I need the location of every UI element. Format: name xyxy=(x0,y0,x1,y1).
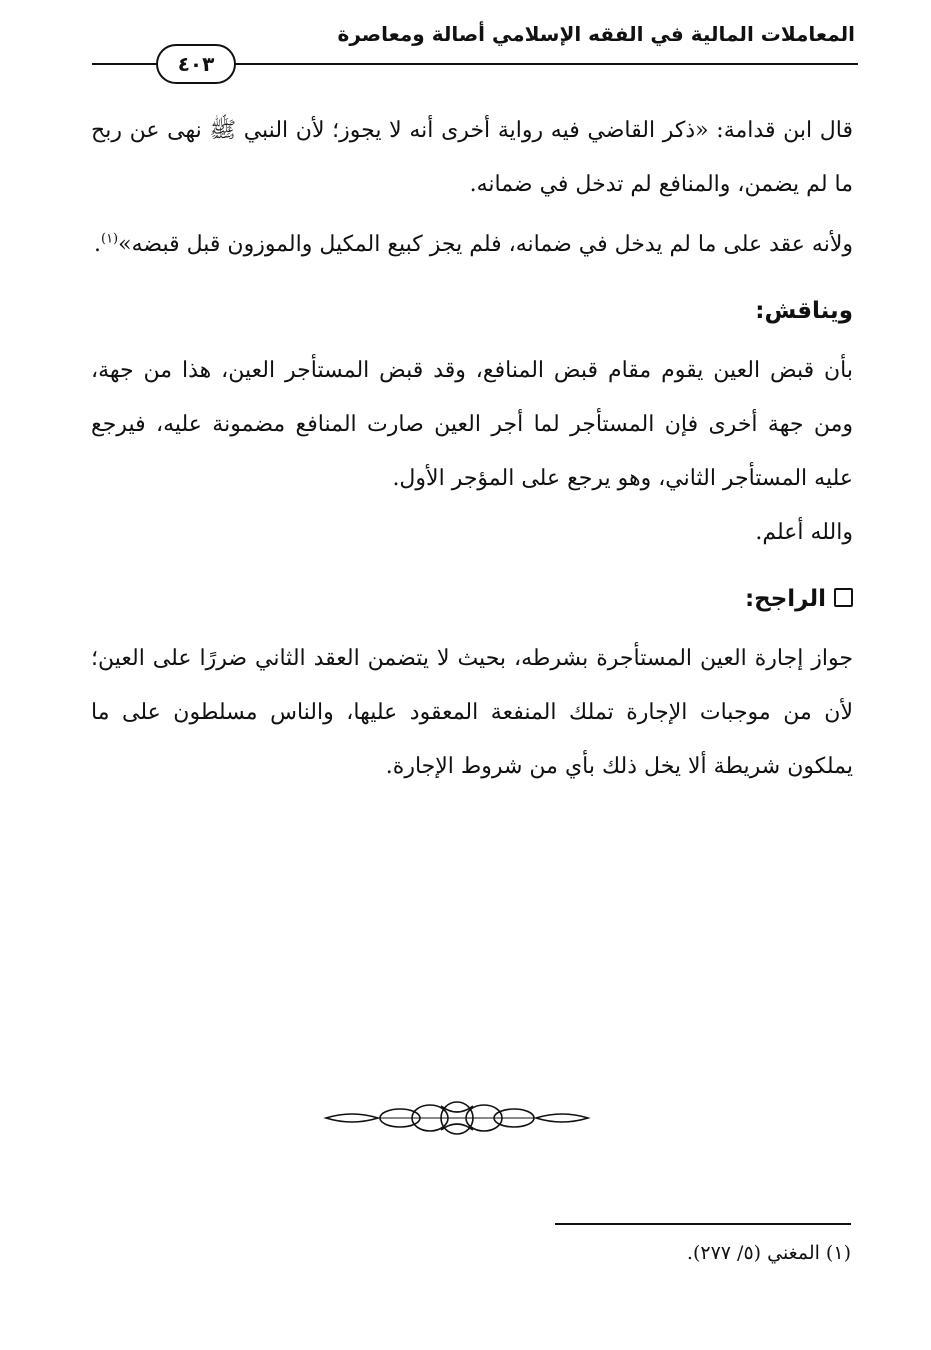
paragraph-quote-1: قال ابن قدامة: «ذكر القاضي فيه رواية أخرى أنه لا يجوز؛ لأن النبي ﷺ نهى عن ربح ما لم يضمن، والمنافع لم تدخل في ضمانه. xyxy=(91,118,853,197)
checkbox-square-icon xyxy=(834,588,853,607)
quote-2-end: . xyxy=(93,232,101,257)
footnote-rule xyxy=(555,1223,851,1225)
preferred-heading xyxy=(91,572,853,626)
paragraph-quote-2 xyxy=(91,218,853,272)
paragraph-preferred: جواز إجارة العين المستأجرة بشرطه، بحيث لا يتضمن العقد الثاني ضررًا على العين؛ لأن من موجبات الإجارة تملك المنفعة المعقود عليها، والناس مسلطون على ما يملكون شريطة ألا يخل ذلك بأي من شروط الإجارة. xyxy=(91,646,853,779)
paragraph-discussion: بأن قبض العين يقوم مقام قبض المنافع، وقد قبض المستأجر العين، هذا من جهة، ومن جهة أخرى فإن المستأجر لما أجر العين صارت المنافع مضمونة عليه، فيرجع عليه المستأجر الثاني، وهو يرجع على المؤجر الأول. xyxy=(91,358,853,491)
paragraph-closing: والله أعلم. xyxy=(755,520,853,545)
quote-2-text: ولأنه عقد على ما لم يدخل في ضمانه، فلم يجز كبيع المكيل والموزون قبل قبضه» xyxy=(118,232,853,257)
discussion-heading: ويناقش: xyxy=(755,298,853,324)
footnote-1: (١) المغني (٥/ ٢٧٧). xyxy=(686,1242,851,1264)
main-text xyxy=(91,104,853,794)
preferred-heading-label: الراجح: xyxy=(744,586,826,612)
footnote-ref[interactable]: (١) xyxy=(100,231,119,247)
ornament-divider-icon xyxy=(322,1098,592,1138)
running-title: المعاملات المالية في الفقه الإسلامي أصالة ومعاصرة xyxy=(337,22,855,46)
page-number: ٤٠٣ xyxy=(177,52,215,76)
page-number-badge xyxy=(156,44,236,84)
